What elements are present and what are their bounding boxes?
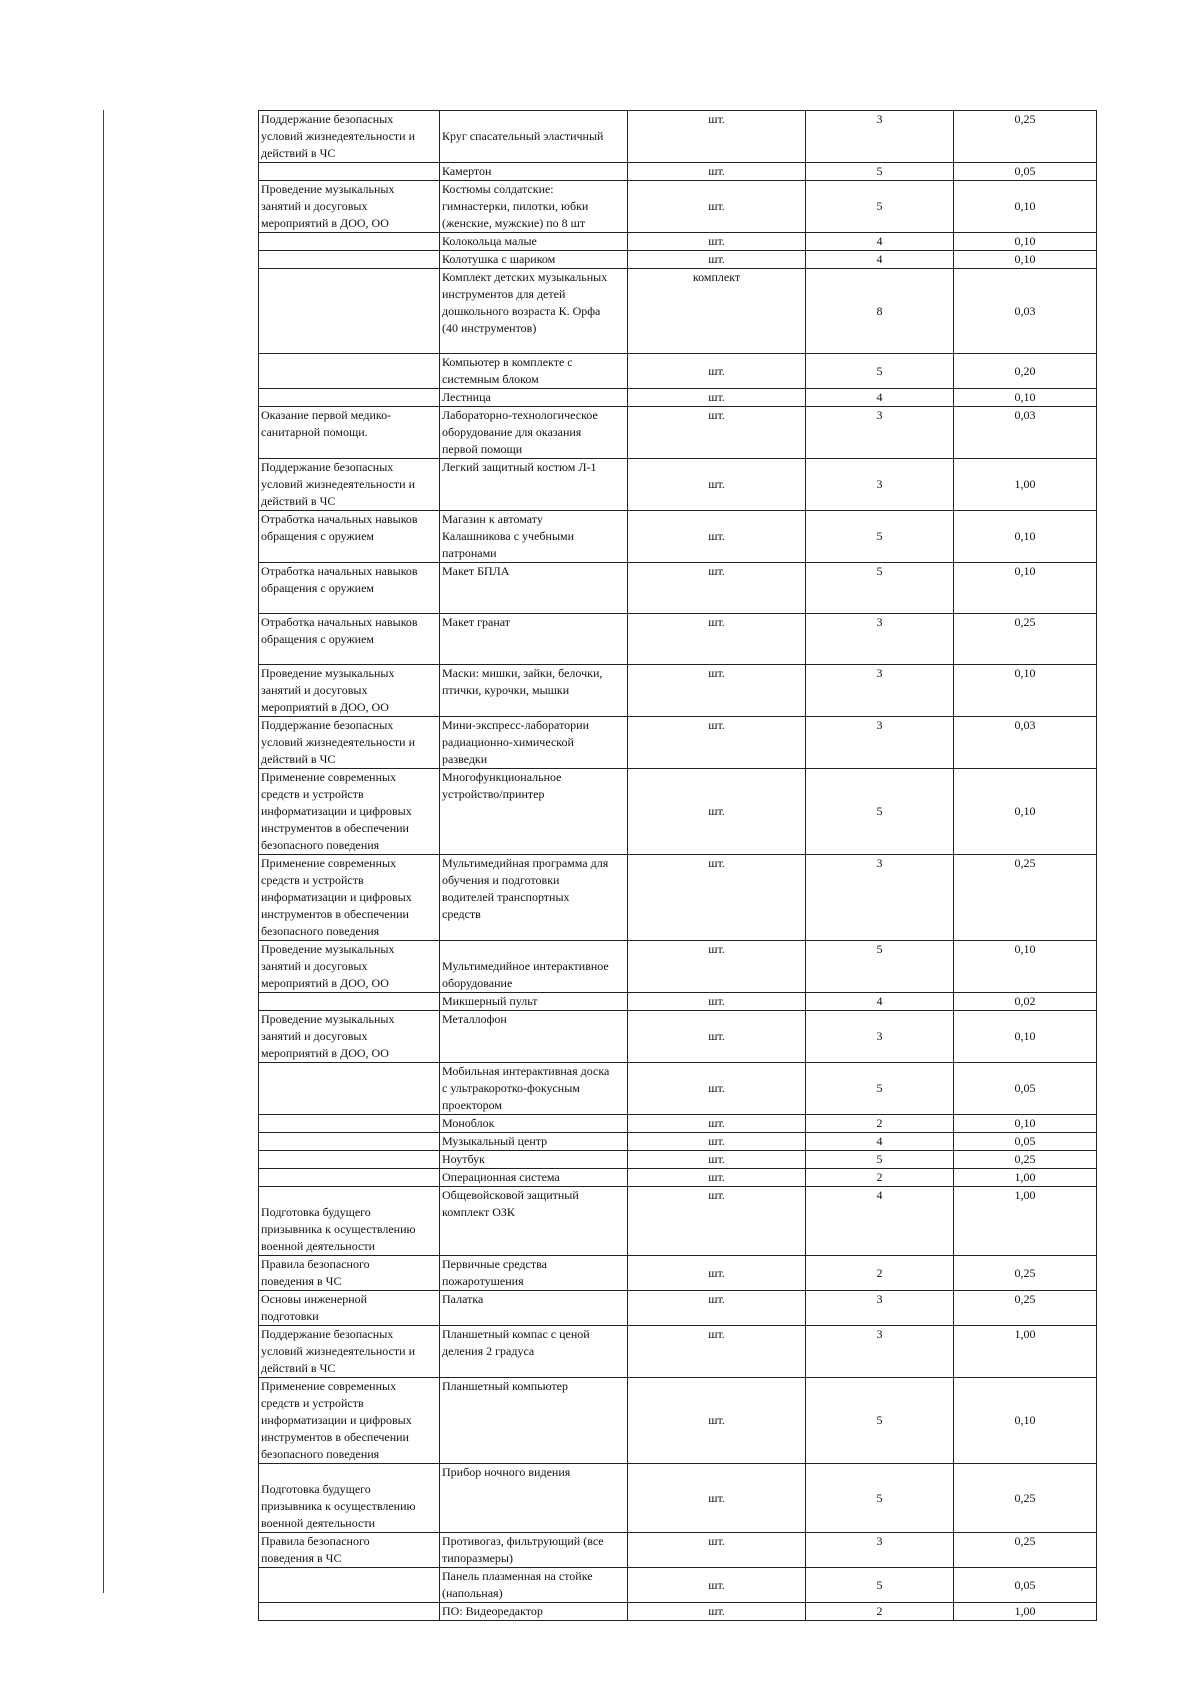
quantity-cell: 5 — [806, 1464, 954, 1533]
quantity-cell: 3 — [806, 459, 954, 511]
unit-cell: шт. — [628, 354, 806, 389]
norm-cell: 1,00 — [954, 1326, 1097, 1378]
norm-cell: 0,10 — [954, 251, 1097, 269]
quantity-cell: 5 — [806, 1151, 954, 1169]
norm-cell: 0,03 — [954, 269, 1097, 354]
item-cell: Планшетный компьютер — [440, 1378, 628, 1464]
quantity-cell: 3 — [806, 1291, 954, 1326]
item-cell: Мультимедийное интерактивное оборудование — [440, 941, 628, 993]
unit-cell: шт. — [628, 1133, 806, 1151]
unit-cell: шт. — [628, 251, 806, 269]
unit-cell: шт. — [628, 1291, 806, 1326]
unit-cell: шт. — [628, 1169, 806, 1187]
purpose-cell: Правила безопасного поведения в ЧС — [259, 1533, 440, 1568]
unit-cell: комплект — [628, 269, 806, 354]
unit-cell: шт. — [628, 1063, 806, 1115]
table-row — [259, 163, 1097, 181]
purpose-cell: Отработка начальных навыков обращения с оружием — [259, 511, 440, 563]
unit-cell: шт. — [628, 769, 806, 855]
table-row — [259, 181, 1097, 233]
unit-cell: шт. — [628, 511, 806, 563]
quantity-cell: 3 — [806, 614, 954, 665]
unit-cell: шт. — [628, 665, 806, 717]
purpose-cell — [259, 269, 440, 354]
table-row — [259, 1533, 1097, 1568]
unit-cell: шт. — [628, 111, 806, 163]
quantity-cell: 8 — [806, 269, 954, 354]
quantity-cell: 3 — [806, 1326, 954, 1378]
unit-cell: шт. — [628, 459, 806, 511]
table-row — [259, 563, 1097, 614]
purpose-cell: Поддержание безопасных условий жизнедеятельности и действий в ЧС — [259, 111, 440, 163]
table-row — [259, 354, 1097, 389]
purpose-cell: Поддержание безопасных условий жизнедеятельности и действий в ЧС — [259, 459, 440, 511]
norm-cell: 0,05 — [954, 1063, 1097, 1115]
norm-cell: 0,20 — [954, 354, 1097, 389]
item-cell: Маски: мишки, зайки, белочки, птички, курочки, мышки — [440, 665, 628, 717]
unit-cell: шт. — [628, 1115, 806, 1133]
norm-cell: 0,05 — [954, 163, 1097, 181]
table-row — [259, 941, 1097, 993]
item-cell: Противогаз, фильтрующий (все типоразмеры) — [440, 1533, 628, 1568]
norm-cell: 0,25 — [954, 1464, 1097, 1533]
item-cell: Операционная система — [440, 1169, 628, 1187]
page-margin-line — [103, 110, 104, 1593]
item-cell: Первичные средства пожаротушения — [440, 1256, 628, 1291]
purpose-cell: Применение современных средств и устройств информатизации и цифровых инструментов в обеспечении безопасного поведения — [259, 769, 440, 855]
quantity-cell: 5 — [806, 1378, 954, 1464]
table-row — [259, 1378, 1097, 1464]
unit-cell: шт. — [628, 389, 806, 407]
quantity-cell: 4 — [806, 1187, 954, 1256]
unit-cell: шт. — [628, 1568, 806, 1603]
norm-cell: 0,02 — [954, 993, 1097, 1011]
quantity-cell: 2 — [806, 1169, 954, 1187]
norm-cell: 0,03 — [954, 407, 1097, 459]
unit-cell: шт. — [628, 1187, 806, 1256]
quantity-cell: 5 — [806, 163, 954, 181]
norm-cell: 0,10 — [954, 769, 1097, 855]
norm-cell: 0,10 — [954, 1115, 1097, 1133]
unit-cell: шт. — [628, 1464, 806, 1533]
purpose-cell — [259, 1568, 440, 1603]
item-cell: Палатка — [440, 1291, 628, 1326]
unit-cell: шт. — [628, 1256, 806, 1291]
quantity-cell: 5 — [806, 769, 954, 855]
purpose-cell: Проведение музыкальных занятий и досуговых мероприятий в ДОО, ОО — [259, 1011, 440, 1063]
purpose-cell — [259, 389, 440, 407]
table-row — [259, 111, 1097, 163]
purpose-cell — [259, 354, 440, 389]
item-cell: Общевойсковой защитный комплект ОЗК — [440, 1187, 628, 1256]
item-cell: Круг спасательный эластичный — [440, 111, 628, 163]
table-row — [259, 1291, 1097, 1326]
table-row — [259, 717, 1097, 769]
equipment-table-body — [259, 111, 1097, 1621]
norm-cell: 0,05 — [954, 1568, 1097, 1603]
norm-cell: 0,25 — [954, 111, 1097, 163]
unit-cell: шт. — [628, 181, 806, 233]
quantity-cell: 3 — [806, 717, 954, 769]
norm-cell: 0,25 — [954, 855, 1097, 941]
item-cell: Костюмы солдатские: гимнастерки, пилотки, юбки (женские, мужские) по 8 шт — [440, 181, 628, 233]
norm-cell: 0,10 — [954, 389, 1097, 407]
norm-cell: 1,00 — [954, 1603, 1097, 1621]
quantity-cell: 2 — [806, 1603, 954, 1621]
purpose-cell — [259, 251, 440, 269]
purpose-cell — [259, 1063, 440, 1115]
item-cell: Колотушка с шариком — [440, 251, 628, 269]
unit-cell: шт. — [628, 407, 806, 459]
purpose-cell: Оказание первой медико- санитарной помощи. — [259, 407, 440, 459]
purpose-cell — [259, 1133, 440, 1151]
item-cell: Ноутбук — [440, 1151, 628, 1169]
purpose-cell: Основы инженерной подготовки — [259, 1291, 440, 1326]
table-row — [259, 855, 1097, 941]
purpose-cell: Правила безопасного поведения в ЧС — [259, 1256, 440, 1291]
quantity-cell: 4 — [806, 389, 954, 407]
purpose-cell: Поддержание безопасных условий жизнедеятельности и действий в ЧС — [259, 717, 440, 769]
unit-cell: шт. — [628, 1603, 806, 1621]
quantity-cell: 4 — [806, 233, 954, 251]
quantity-cell: 5 — [806, 511, 954, 563]
norm-cell: 1,00 — [954, 459, 1097, 511]
item-cell: Магазин к автомату Калашникова с учебными патронами — [440, 511, 628, 563]
item-cell: Макет БПЛА — [440, 563, 628, 614]
table-row — [259, 389, 1097, 407]
purpose-cell: Проведение музыкальных занятий и досуговых мероприятий в ДОО, ОО — [259, 665, 440, 717]
quantity-cell: 4 — [806, 993, 954, 1011]
item-cell: Мультимедийная программа для обучения и подготовки водителей транспортных средств — [440, 855, 628, 941]
norm-cell: 0,10 — [954, 563, 1097, 614]
unit-cell: шт. — [628, 233, 806, 251]
quantity-cell: 5 — [806, 1063, 954, 1115]
purpose-cell: Применение современных средств и устройств информатизации и цифровых инструментов в обеспечении безопасного поведения — [259, 1378, 440, 1464]
table-row — [259, 511, 1097, 563]
norm-cell: 0,10 — [954, 181, 1097, 233]
equipment-table — [258, 110, 1097, 1621]
table-row — [259, 1133, 1097, 1151]
item-cell: Компьютер в комплекте с системным блоком — [440, 354, 628, 389]
table-row — [259, 1063, 1097, 1115]
table-row — [259, 1115, 1097, 1133]
equipment-table-container — [258, 110, 1096, 1621]
item-cell: Моноблок — [440, 1115, 628, 1133]
unit-cell: шт. — [628, 1011, 806, 1063]
item-cell: Мобильная интерактивная доска с ультракоротко-фокусным проектором — [440, 1063, 628, 1115]
item-cell: Микшерный пульт — [440, 993, 628, 1011]
table-row — [259, 233, 1097, 251]
item-cell: Металлофон — [440, 1011, 628, 1063]
norm-cell: 0,10 — [954, 1378, 1097, 1464]
norm-cell: 0,10 — [954, 941, 1097, 993]
table-row — [259, 269, 1097, 354]
item-cell: Лестница — [440, 389, 628, 407]
table-row — [259, 1256, 1097, 1291]
table-row — [259, 614, 1097, 665]
item-cell: Лабораторно-технологическое оборудование для оказания первой помощи — [440, 407, 628, 459]
quantity-cell: 3 — [806, 665, 954, 717]
table-row — [259, 1568, 1097, 1603]
table-row — [259, 459, 1097, 511]
purpose-cell: Проведение музыкальных занятий и досуговых мероприятий в ДОО, ОО — [259, 941, 440, 993]
item-cell: Мини-экспресс-лаборатории радиационно-химической разведки — [440, 717, 628, 769]
item-cell: Панель плазменная на стойке (напольная) — [440, 1568, 628, 1603]
unit-cell: шт. — [628, 1533, 806, 1568]
norm-cell: 0,25 — [954, 1256, 1097, 1291]
quantity-cell: 3 — [806, 111, 954, 163]
quantity-cell: 5 — [806, 941, 954, 993]
purpose-cell — [259, 1115, 440, 1133]
item-cell: Прибор ночного видения — [440, 1464, 628, 1533]
unit-cell: шт. — [628, 855, 806, 941]
norm-cell: 0,03 — [954, 717, 1097, 769]
item-cell: Колокольца малые — [440, 233, 628, 251]
norm-cell: 0,25 — [954, 1151, 1097, 1169]
table-row — [259, 251, 1097, 269]
quantity-cell: 2 — [806, 1115, 954, 1133]
quantity-cell: 3 — [806, 855, 954, 941]
item-cell: Легкий защитный костюм Л-1 — [440, 459, 628, 511]
table-row — [259, 1464, 1097, 1533]
item-cell: Камертон — [440, 163, 628, 181]
item-cell: Музыкальный центр — [440, 1133, 628, 1151]
unit-cell: шт. — [628, 1326, 806, 1378]
table-row — [259, 1603, 1097, 1621]
purpose-cell: Подготовка будущего призывника к осуществлению военной деятельности — [259, 1464, 440, 1533]
table-row — [259, 993, 1097, 1011]
quantity-cell: 5 — [806, 354, 954, 389]
unit-cell: шт. — [628, 993, 806, 1011]
purpose-cell — [259, 233, 440, 251]
table-row — [259, 769, 1097, 855]
table-row — [259, 1169, 1097, 1187]
quantity-cell: 4 — [806, 1133, 954, 1151]
table-row — [259, 407, 1097, 459]
unit-cell: шт. — [628, 163, 806, 181]
norm-cell: 0,10 — [954, 665, 1097, 717]
table-row — [259, 665, 1097, 717]
norm-cell: 0,05 — [954, 1133, 1097, 1151]
quantity-cell: 5 — [806, 563, 954, 614]
unit-cell: шт. — [628, 563, 806, 614]
purpose-cell: Поддержание безопасных условий жизнедеятельности и действий в ЧС — [259, 1326, 440, 1378]
table-row — [259, 1326, 1097, 1378]
norm-cell: 1,00 — [954, 1169, 1097, 1187]
norm-cell: 1,00 — [954, 1187, 1097, 1256]
quantity-cell: 4 — [806, 251, 954, 269]
table-row — [259, 1187, 1097, 1256]
norm-cell: 0,25 — [954, 1291, 1097, 1326]
purpose-cell: Применение современных средств и устройств информатизации и цифровых инструментов в обеспечении безопасного поведения — [259, 855, 440, 941]
purpose-cell — [259, 1151, 440, 1169]
item-cell: Планшетный компас с ценой деления 2 градуса — [440, 1326, 628, 1378]
norm-cell: 0,25 — [954, 1533, 1097, 1568]
norm-cell: 0,10 — [954, 1011, 1097, 1063]
unit-cell: шт. — [628, 941, 806, 993]
purpose-cell: Проведение музыкальных занятий и досуговых мероприятий в ДОО, ОО — [259, 181, 440, 233]
purpose-cell: Подготовка будущего призывника к осуществлению военной деятельности — [259, 1187, 440, 1256]
table-row — [259, 1151, 1097, 1169]
purpose-cell: Отработка начальных навыков обращения с оружием — [259, 563, 440, 614]
norm-cell: 0,10 — [954, 233, 1097, 251]
item-cell: ПО: Видеоредактор — [440, 1603, 628, 1621]
quantity-cell: 5 — [806, 1568, 954, 1603]
norm-cell: 0,25 — [954, 614, 1097, 665]
purpose-cell: Отработка начальных навыков обращения с оружием — [259, 614, 440, 665]
quantity-cell: 3 — [806, 407, 954, 459]
purpose-cell — [259, 993, 440, 1011]
quantity-cell: 3 — [806, 1533, 954, 1568]
item-cell: Комплект детских музыкальных инструментов для детей дошкольного возраста К. Орфа (40 инструментов) — [440, 269, 628, 354]
purpose-cell — [259, 1169, 440, 1187]
quantity-cell: 2 — [806, 1256, 954, 1291]
unit-cell: шт. — [628, 717, 806, 769]
norm-cell: 0,10 — [954, 511, 1097, 563]
quantity-cell: 3 — [806, 1011, 954, 1063]
unit-cell: шт. — [628, 614, 806, 665]
purpose-cell — [259, 1603, 440, 1621]
unit-cell: шт. — [628, 1151, 806, 1169]
item-cell: Макет гранат — [440, 614, 628, 665]
quantity-cell: 5 — [806, 181, 954, 233]
table-row — [259, 1011, 1097, 1063]
unit-cell: шт. — [628, 1378, 806, 1464]
purpose-cell — [259, 163, 440, 181]
item-cell: Многофункциональное устройство/принтер — [440, 769, 628, 855]
